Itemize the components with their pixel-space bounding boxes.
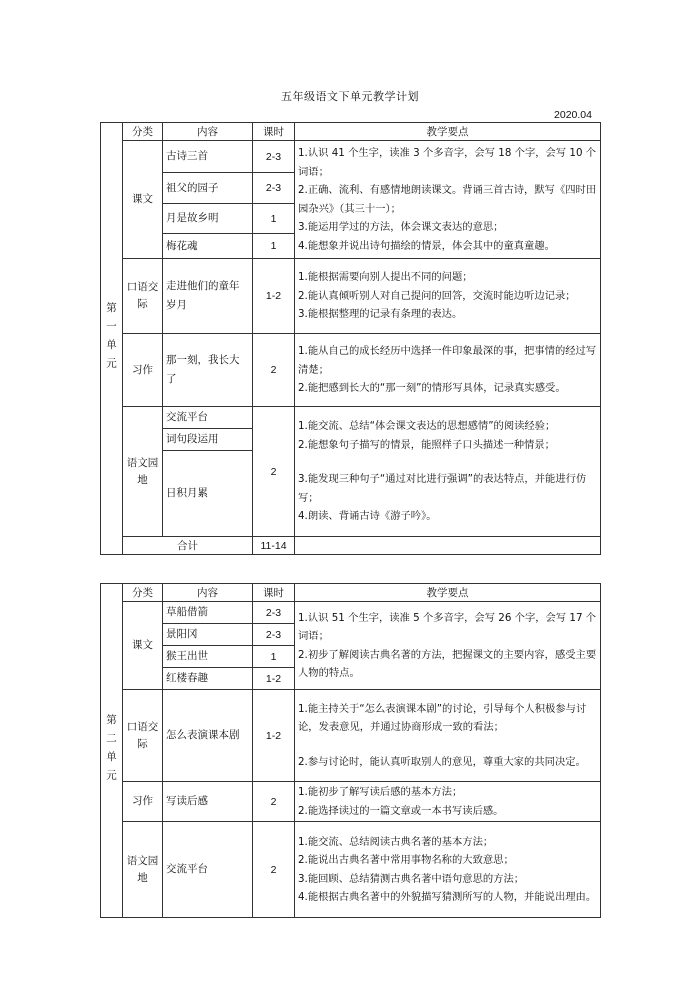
hours-cell: 1-2 <box>253 259 295 334</box>
total-hours: 11-14 <box>253 537 295 555</box>
point-text: 2.能认真倾听别人对自己提问的回答，交流时能边听边记录； <box>298 289 576 302</box>
point-text: 3.能发现三种句子“通过对比进行强调”的表达特点，并能进行仿写； <box>298 473 587 504</box>
point-text: 4.朗读、背诵古诗《游子吟》。 <box>298 510 437 523</box>
category-kouyu: 口语交际 <box>123 259 163 334</box>
header-points: 教学要点 <box>295 584 601 602</box>
content-cell: 交流平台 <box>163 407 253 429</box>
point-text: 2.初步了解阅读古典名著的方法，把握课文的主要内容，感受主要人物的特点。 <box>298 648 597 679</box>
point-text: 2.能说出古典名著中常用事物名称的大致意思； <box>298 854 514 866</box>
hours-cell: 2-3 <box>253 141 295 173</box>
content-cell: 红楼春趣 <box>163 668 253 690</box>
hours-cell: 1-2 <box>253 690 295 782</box>
point-text: 2.正确、流利、有感情地朗读课文。背诵三首古诗，默写《四时田园杂兴》（其三十一）； <box>298 184 597 215</box>
hours-cell: 2-3 <box>253 624 295 646</box>
point-text: 2.能想象句子描写的情景，能照样子口头描述一种情景； <box>298 438 555 451</box>
unit2-header-row <box>101 584 601 602</box>
points-cell <box>295 782 601 822</box>
hours-cell: 1 <box>253 646 295 668</box>
category-yuandi: 语文园地 <box>123 822 163 918</box>
point-text: 1.能根据需要向别人提出不同的问题； <box>298 271 473 284</box>
hours-cell: 2 <box>253 782 295 822</box>
hours-cell: 2 <box>253 334 295 407</box>
spacer <box>298 737 597 753</box>
hours-cell: 1 <box>253 234 295 259</box>
hours-cell: 2-3 <box>253 173 295 204</box>
point-text: 3.能回顾、总结猜测古典名著中语句意思的方法； <box>298 872 525 885</box>
table-row <box>101 141 601 173</box>
hours-cell: 2 <box>253 407 295 537</box>
spacer <box>298 454 597 470</box>
unit1-header-row <box>101 123 601 141</box>
content-cell: 古诗三首 <box>163 141 253 173</box>
header-points: 教学要点 <box>295 123 601 141</box>
point-text: 4.能想象并说出诗句描绘的情景，体会其中的童真童趣。 <box>298 239 555 252</box>
table-row <box>101 407 601 429</box>
point-text: 2.能把感到长大的“那一刻”的情形写具体，记录真实感受。 <box>298 382 566 395</box>
category-kewen: 课文 <box>123 602 163 690</box>
content-cell: 日积月累 <box>163 451 253 537</box>
total-row <box>101 537 601 555</box>
content-cell: 写读后感 <box>163 782 253 822</box>
category-yuandi: 语文园地 <box>123 407 163 537</box>
point-text: 1.能初步了解写读后感的基本方法； <box>298 786 463 798</box>
points-cell <box>295 690 601 782</box>
point-text: 1.认识 41 个生字，读准 3 个多音字，会写 18 个字，会写 10 个词语； <box>298 147 597 178</box>
point-text: 1.能交流、总结“体会课文表达的思想感情”的阅读经验； <box>298 420 556 433</box>
hours-cell: 1-2 <box>253 668 295 690</box>
content-cell: 词句段运用 <box>163 429 253 451</box>
page-title: 五年级语文下单元教学计划 <box>281 90 419 103</box>
category-kewen: 课文 <box>123 141 163 259</box>
content-cell: 景阳冈 <box>163 624 253 646</box>
table-row <box>101 259 601 334</box>
unit2-name: 第二单元 <box>101 584 123 918</box>
content-cell: 怎么表演课本剧 <box>163 690 253 782</box>
header-category: 分类 <box>123 584 163 602</box>
content-cell: 猴王出世 <box>163 646 253 668</box>
table-row <box>101 782 601 822</box>
content-cell: 梅花魂 <box>163 234 253 259</box>
point-text: 3.能根据整理的记录有条理的表达。 <box>298 308 463 321</box>
point-text: 1.能交流、总结阅读古典名著的基本方法； <box>298 835 494 848</box>
content-cell: 交流平台 <box>163 822 253 918</box>
points-cell <box>295 822 601 918</box>
category-xizuo: 习作 <box>123 334 163 407</box>
unit2-table <box>100 583 601 918</box>
points-cell <box>295 602 601 690</box>
header-hours: 课时 <box>253 123 295 141</box>
point-text: 2.参与讨论时，能认真听取别人的意见，尊重大家的共同决定。 <box>298 755 586 768</box>
header-content: 内容 <box>163 584 253 602</box>
point-text: 1.能从自己的成长经历中选择一件印象最深的事，把事情的经过写清楚； <box>298 345 597 376</box>
header-content: 内容 <box>163 123 253 141</box>
unit1-name: 第一单元 <box>101 123 123 555</box>
point-text: 2.能选择读过的一篇文章或一本书写读后感。 <box>298 804 504 817</box>
points-cell <box>295 141 601 259</box>
total-label: 合计 <box>123 537 253 555</box>
category-kouyu: 口语交际 <box>123 690 163 782</box>
total-empty <box>295 537 601 555</box>
point-text: 1.认识 51 个生字，读准 5 个多音字，会写 26 个字，会写 17 个词语； <box>298 611 597 642</box>
header-hours: 课时 <box>253 584 295 602</box>
point-text: 4.能根据古典名著中的外貌描写猜测所写的人物，并能说出理由。 <box>298 891 597 903</box>
hours-cell: 2 <box>253 822 295 918</box>
hours-cell: 2-3 <box>253 602 295 624</box>
content-cell: 那一刻，我长大了 <box>163 334 253 407</box>
points-cell <box>295 259 601 334</box>
page-date: 2020.04 <box>554 109 592 121</box>
content-cell: 祖父的园子 <box>163 173 253 204</box>
header-category: 分类 <box>123 123 163 141</box>
point-text: 1.能主持关于“怎么表演课本剧”的讨论，引导每个人积极参与讨论，发表意见，并通过协商形成一致的看法； <box>298 702 587 734</box>
content-cell: 月是故乡明 <box>163 204 253 234</box>
table-row <box>101 334 601 407</box>
unit1-table <box>100 122 601 555</box>
content-cell: 草船借箭 <box>163 602 253 624</box>
category-xizuo: 习作 <box>123 782 163 822</box>
point-text: 3.能运用学过的方法，体会课文表达的意思； <box>298 221 504 233</box>
table-row <box>101 690 601 782</box>
points-cell <box>295 334 601 407</box>
content-cell: 走进他们的童年岁月 <box>163 259 253 334</box>
hours-cell: 1 <box>253 204 295 234</box>
table-row <box>101 602 601 624</box>
table-row <box>101 822 601 918</box>
points-cell <box>295 407 601 537</box>
